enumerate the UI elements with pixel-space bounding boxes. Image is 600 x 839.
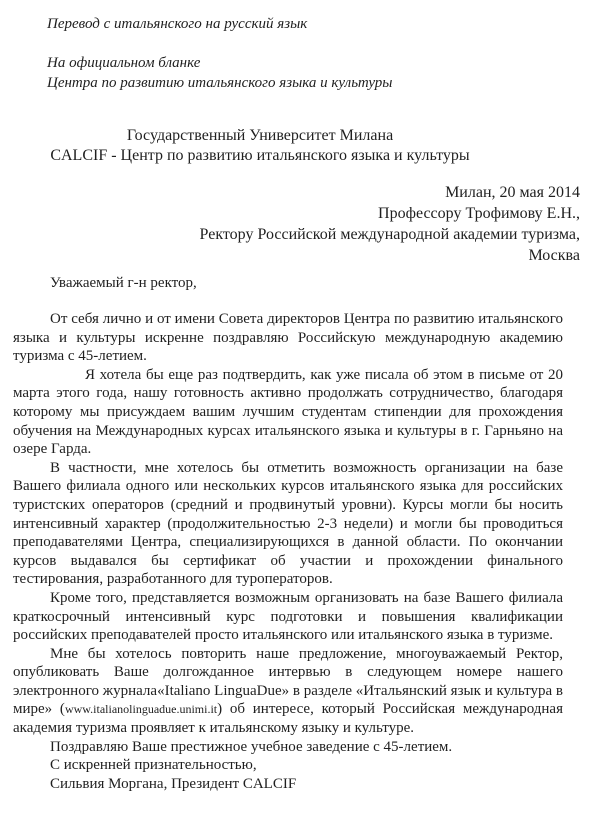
paragraph-8 xyxy=(13,775,563,794)
paragraph-text: Сильвия Моргана, Президент CALCIF xyxy=(50,775,297,792)
paragraph-text: Я хотела бы еще раз подтвердить, как уже писала об этом в письме от 20 марта этого года, нашу готовность активно продолжать сотрудничество, благодаря которому мы присуждаем вашим лучшим студентам стипендии для прохождения обучения на Международных курсах итальянского языка и культуры в г. Гарньяно на озере Гарда. xyxy=(13,366,563,458)
translation-note xyxy=(47,14,600,93)
paragraph-3 xyxy=(13,459,563,589)
recipient-name: Профессору Трофимову Е.Н., xyxy=(378,205,580,222)
letterhead-university: Государственный Университет Милана xyxy=(126,127,394,144)
date-address-block xyxy=(13,182,580,266)
paragraph-text: Кроме того, представляется возможным организовать на базе Вашего филиала краткосрочный интенсивный курс подготовки и повышения квалификации российских преподавателей просто итальянского или итальянского языка в туризме. xyxy=(13,589,563,644)
paragraph-6 xyxy=(13,738,563,757)
letterhead xyxy=(13,126,507,166)
paragraph-5 xyxy=(13,645,563,738)
translation-note-line: Перевод с итальянского на русский язык xyxy=(47,16,308,32)
letter-body xyxy=(13,310,563,793)
paragraph-text: ) об интересе, который Российская международная академия туризма проявляет к итальянскому языку и культуре. xyxy=(13,701,563,737)
paragraph-1 xyxy=(13,310,563,366)
translation-note-line: На официальном бланке xyxy=(47,55,201,71)
letterhead-center: CALCIF - Центр по развитию итальянского языка и культуры xyxy=(50,147,470,164)
paragraph-text: В частности, мне хотелось бы отметить возможность организации на базе Вашего филиала одного или нескольких курсов итальянского языка для российских туристских операторов (средний и продвинутый уровни). Курсы могли бы носить интенсивный характер (продолжительностью 2-3 недели) и могли бы проводиться преподавателями Центра, специализирующихся в данной области. По окончании курсов выдавался бы сертификат об участии и прохождении финального тестирования, разработанного для туроператоров. xyxy=(13,459,563,588)
place-date: Милан, 20 мая 2014 xyxy=(445,184,580,201)
salutation: Уважаемый г-н ректор, xyxy=(50,275,197,291)
paragraph-7 xyxy=(13,756,563,775)
paragraph-2 xyxy=(13,366,563,459)
recipient-title: Ректору Российской международной академии туризма, xyxy=(199,226,580,243)
paragraph-text: Мне бы хотелось повторить наше предложение, многоуважаемый Ректор, опубликовать Ваше долгожданное интервью в следующем номере нашего электронного журнала«Italiano LinguaDue» в разделе «Итальянский язык и культура в мире» ( xyxy=(13,645,563,718)
recipient-city: Москва xyxy=(528,247,580,264)
paragraph-text: От себя лично и от имени Совета директоров Центра по развитию итальянского языка и культуры искренне поздравляю Российскую международную академию туризма с 45-летием. xyxy=(13,311,563,365)
paragraph-text: Поздравляю Ваше престижное учебное заведение с 45-летием. xyxy=(50,738,453,755)
journal-url: www.italianolinguadue.unimi.it xyxy=(64,702,218,717)
paragraph-text: С искренней признательностью, xyxy=(50,757,257,774)
paragraph-4 xyxy=(13,589,563,645)
translation-note-line: Центра по развитию итальянского языка и культуры xyxy=(47,75,393,91)
